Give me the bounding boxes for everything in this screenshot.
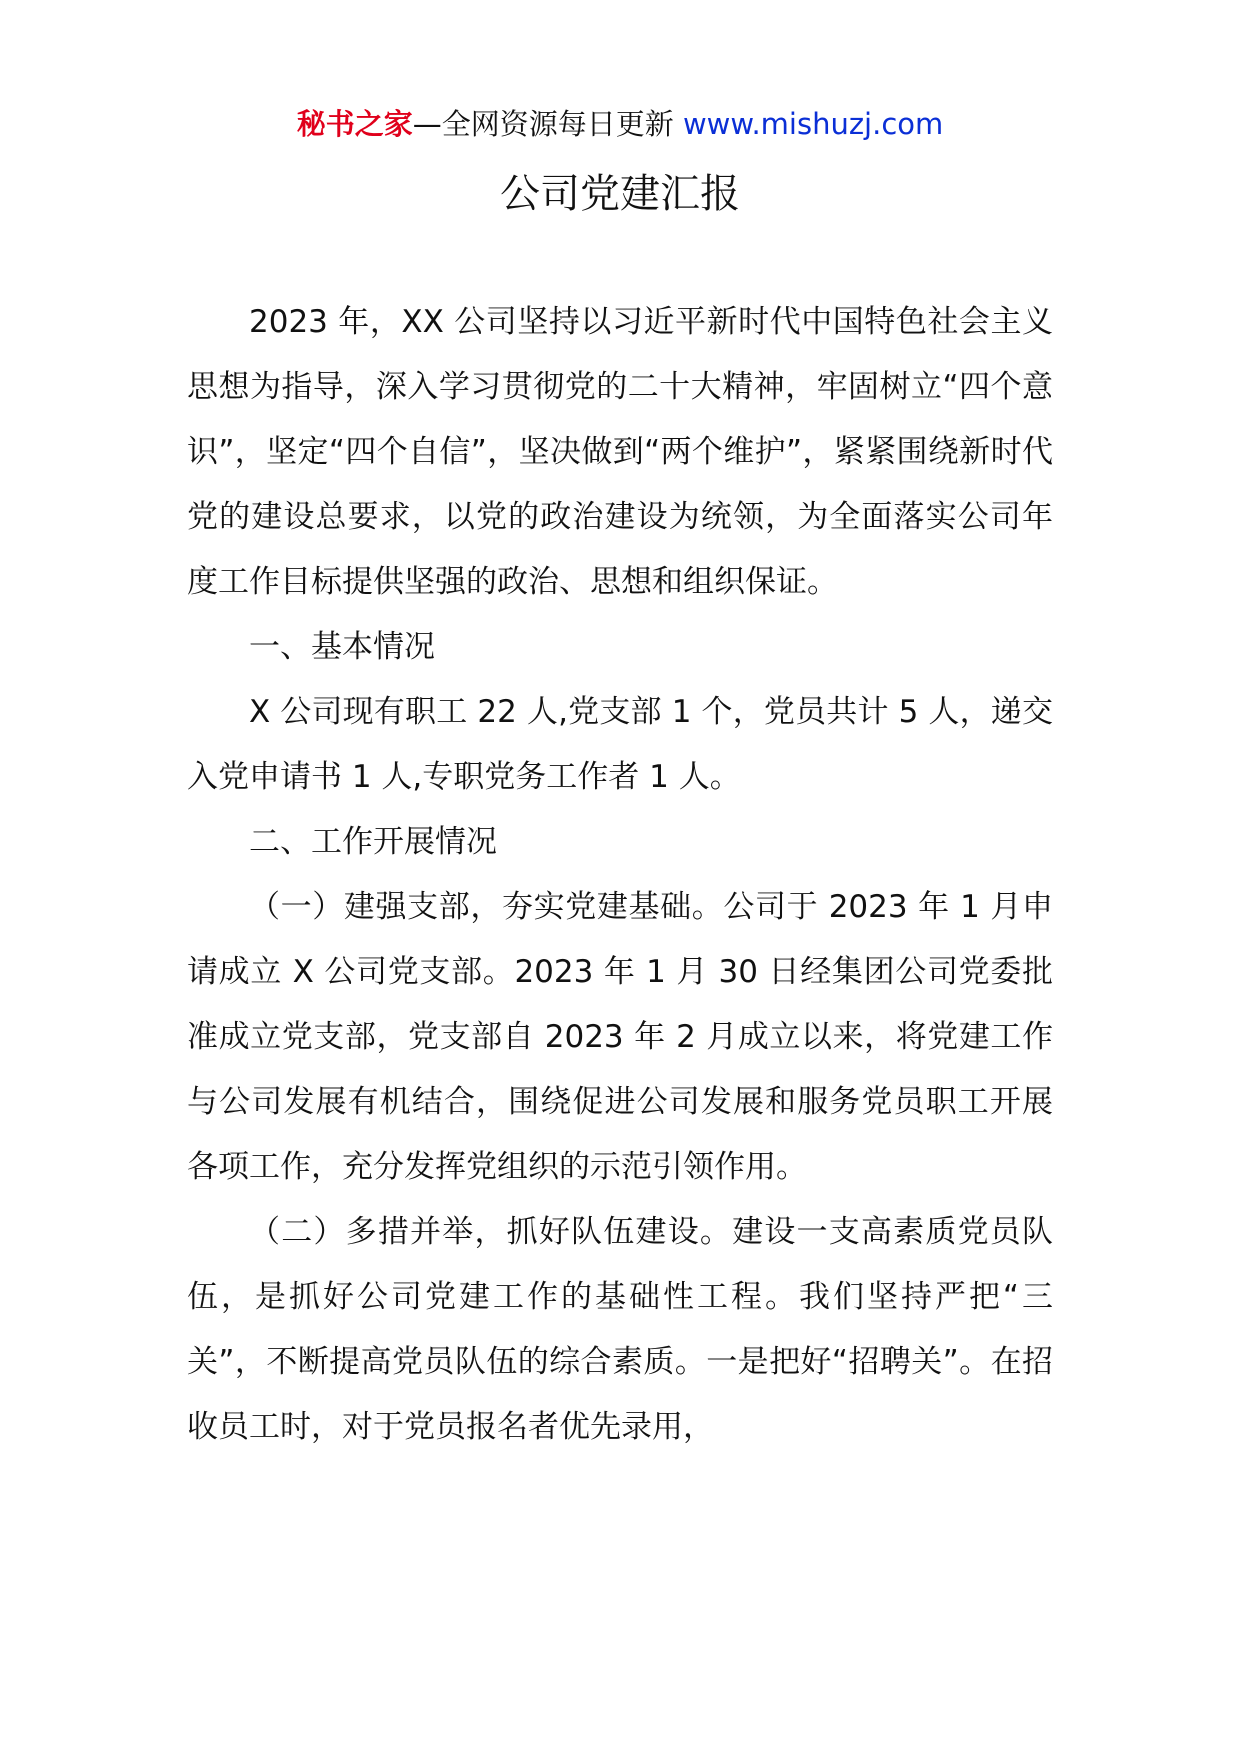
brand-name: 秘书之家: [296, 107, 413, 141]
document-body: [187, 290, 1053, 1460]
section-heading-work-progress: 二、工作开展情况: [249, 824, 497, 860]
site-url-link[interactable]: www.mishuzj.com: [682, 107, 944, 141]
basic-situation-paragraph: X 公司现有职工 22 人,党支部 1 个，党员共计 5 人，递交入党申请书 1 人,专职党务工作者 1 人。: [187, 694, 1053, 795]
work-item-2-paragraph: （二）多措并举，抓好队伍建设。建设一支高素质党员队伍，是抓好公司党建工作的基础性工程。我们坚持严把“三关”，不断提高党员队伍的综合素质。一是把好“招聘关”。在招收员工时，对于党员报名者优先录用，: [187, 1214, 1053, 1445]
header-tagline: —全网资源每日更新: [412, 107, 683, 141]
document-title: 公司党建汇报: [500, 171, 740, 217]
work-item-1-paragraph: （一）建强支部，夯实党建基础。公司于 2023 年 1 月申请成立 X 公司党支部。2023 年 1 月 30 日经集团公司党委批准成立党支部，党支部自 2023 年 2 月成立以来，将党建工作与公司发展有机结合，围绕促进公司发展和服务党员职工开展各项工作，充分发挥党组织的示范引领作用。: [187, 889, 1053, 1185]
intro-paragraph: 2023 年，XX 公司坚持以习近平新时代中国特色社会主义思想为指导，深入学习贯彻党的二十大精神，牢固树立“四个意识”，坚定“四个自信”，坚决做到“两个维护”，紧紧围绕新时代党的建设总要求，以党的政治建设为统领，为全面落实公司年度工作目标提供坚强的政治、思想和组织保证。: [187, 304, 1053, 600]
site-header: [0, 104, 1240, 144]
section-heading-basic-situation: 一、基本情况: [249, 629, 435, 665]
